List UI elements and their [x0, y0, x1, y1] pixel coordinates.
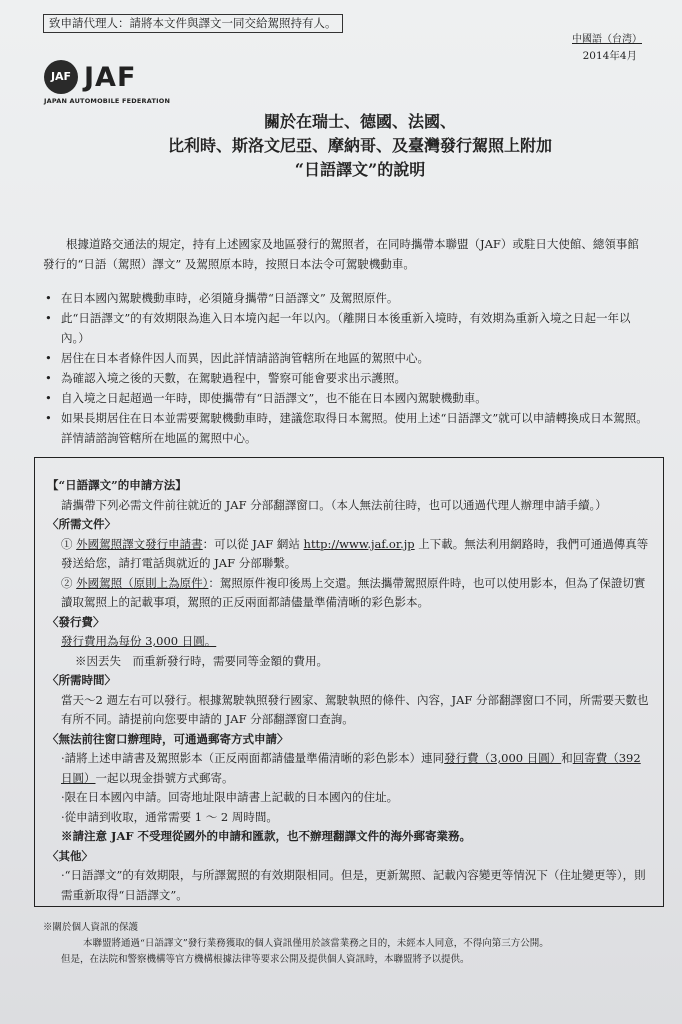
jaf-logo-text: JAF: [84, 61, 137, 93]
list-item: • 如果長期居住在日本並需要駕駛機動車時，建議您取得日本駕照。使用上述“日語譯文”就可以申請轉換成日本駕照。詳情請諮詢管轄所在地區的駕照中心。: [43, 408, 653, 448]
fee-text: 發行費用為每份 3,000 日圓。: [61, 634, 217, 648]
other-heading: 〈其他〉: [47, 848, 93, 863]
overseas-warning: ※請注意 JAF 不受理從國外的申請和匯款，也不辦理翻譯文件的海外郵寄業務。: [61, 829, 472, 843]
privacy-heading: ※關於個人資訊的保護: [43, 922, 139, 933]
time-text: 當天～2 週左右可以發行。根據駕駛執照發行國家、駕駛執照的條件、內容，JAF 分部翻譯窗口不同，所需要天數也有所不同。請提前向您要申請的 JAF 分部翻譯窗口查詢。: [61, 692, 649, 726]
issue-fee: 發行費（3,000 日圓）: [444, 751, 562, 765]
jaf-website-link[interactable]: http://www.jaf.or.jp: [303, 536, 415, 551]
other-text: ·“日語譯文”的有效期限，与所譯駕照的有效期限相同。但是，更新駕照、記載內容變更等情況下（住址變更等），則需重新取得“日語譯文”。: [61, 868, 646, 902]
title-line-2: 比利時、斯洛文尼亞、摩納哥、及臺灣發行駕照上附加: [167, 136, 552, 155]
fee-note: ※因丟失 而重新發行時，需要同等金額的費用。: [75, 653, 328, 668]
fee-heading: 〈發行費〉: [47, 614, 105, 629]
list-item: • 自入境之日起超過一年時，即使攜帶有“日語譯文”，也不能在日本國內駕駛機動車。: [43, 388, 653, 408]
intro-paragraph: 根據道路交通法的規定，持有上述國家及地區發行的駕照者，在同時攜帶本聯盟（JAF）或駐日大使館、總領事館發行的“日語（駕照）譯文” 及駕照原本時，按照日本法令可駕駛機動車。: [43, 237, 639, 271]
required-docs-heading: 〈所需文件〉: [47, 517, 116, 531]
agent-notice: 致申請代理人：請將本文件與譯文一同交給駕照持有人。: [43, 14, 343, 33]
list-item: • 此“日語譯文”的有效期限為進入日本境內起一年以內。（離開日本後重新入境時，有效期為重新入境之日起一年以內。）: [43, 308, 653, 348]
application-intro: 請攜帶下列必需文件前往就近的 JAF 分部翻譯窗口。（本人無法前往時，也可以通過代理人辦理申請手續。）: [61, 497, 607, 512]
mail-item-1: ·請將上述申請書及駕照影本（正反兩面都請儘量準備清晰的彩色影本）連同發行費（3,000 日圓）和回寄費（392 日圓）一起以現金掛號方式郵寄。: [61, 751, 641, 785]
required-doc-2: ② 外國駕照（原則上為原件）：駕照原件複印後馬上交還。無法攜帶駕照原件時，也可以使用影本，但為了保證切實讀取駕照上的記載事項，駕照的正反兩面都請儘量準備清晰的彩色影本。: [61, 575, 646, 609]
jaf-logo-subtitle: JAPAN AUTOMOBILE FEDERATION: [44, 97, 171, 105]
title-line-1: 關於在瑞士、德國、法國、: [263, 112, 456, 131]
privacy-notice: [43, 920, 663, 968]
title-line-3: “日語譯文”的說明: [294, 160, 426, 179]
list-item: • 為確認入境之後的天數，在駕駛過程中，警察可能會要求出示護照。: [43, 368, 653, 388]
return-postage: 回寄費（392 日圓）: [61, 751, 641, 785]
language-label: 中國語（台湾）: [572, 34, 642, 45]
document-title: [80, 110, 640, 182]
jaf-logo: [44, 60, 170, 105]
list-item: • 在日本國內駕駛機動車時，必須隨身攜帶“日語譯文” 及駕照原件。: [43, 288, 653, 308]
application-form-label: 外國駕照譯文發行申請書: [76, 536, 203, 551]
foreign-license-label: 外國駕照（原則上為原件）: [76, 575, 209, 590]
list-item: • 居住在日本者條件因人而異，因此詳情請諮詢管轄所在地區的駕照中心。: [43, 348, 653, 368]
notes-list: [43, 288, 653, 448]
mail-item-3: ·從申請到收取，通常需要 1 ～ 2 周時間。: [61, 809, 278, 824]
required-doc-1: ① 外國駕照譯文發行申請書：可以從 JAF 網站 http://www.jaf.or.jp 上下載。無法利用網路時，我們可通過傳真等發送給您，請打電話與就近的 JAF 分部聯繫。: [61, 536, 649, 570]
issue-date: 2014年4月: [582, 50, 637, 62]
mail-item-2: ·限在日本國內申請。回寄地址限申請書上記載的日本國內的住址。: [61, 790, 399, 804]
privacy-line-2: 但是，在法院和警察機構等官方機構根據法律等要求公開及提供個人資訊時，本聯盟將予以提供。: [61, 954, 470, 965]
mail-heading: 〈無法前往窗口辦理時，可通過郵寄方式申請〉: [47, 731, 289, 746]
jaf-emblem-icon: JAF: [44, 60, 78, 94]
time-heading: 〈所需時間〉: [47, 673, 116, 687]
privacy-line-1: 本聯盟將通過“日語譯文”發行業務獲取的個人資訊僅用於該當業務之目的，未經本人同意，不得向第三方公開。: [83, 938, 549, 949]
application-title: 【“日語譯文”的申請方法】: [47, 478, 187, 492]
application-method-box: [34, 457, 664, 907]
